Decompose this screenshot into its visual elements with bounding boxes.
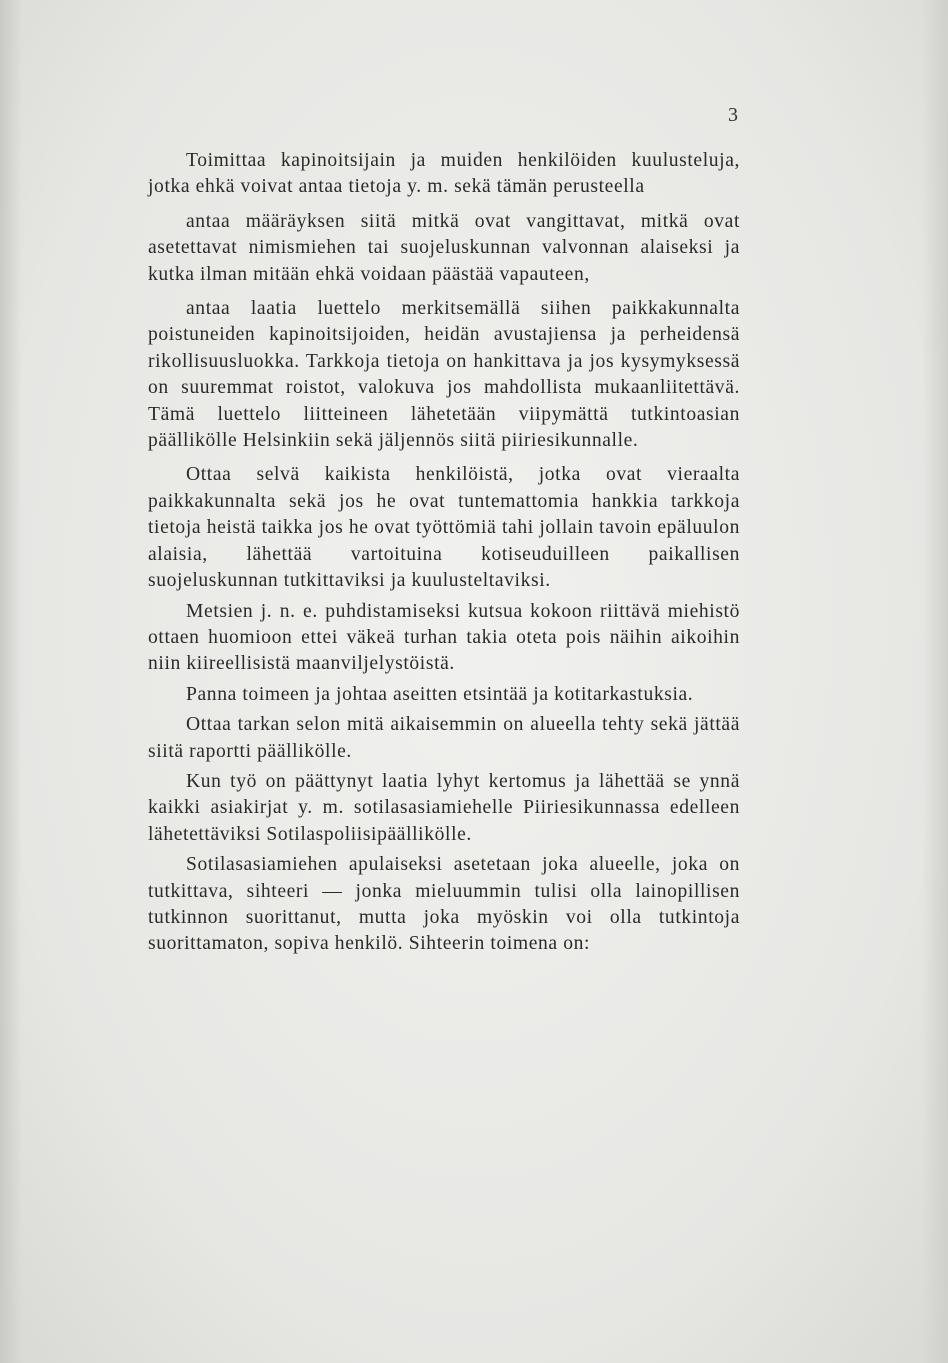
paragraph-1: Toimittaa kapinoitsijain ja muiden henkilöiden kuulusteluja, jotka ehkä voivat antaa tietoja y. m. sekä tämän perusteella — [148, 150, 740, 198]
paragraph-7: Ottaa tarkan selon mitä aikaisemmin on alueella tehty sekä jättää siitä raportti päällikölle. — [148, 714, 740, 762]
page-edge-shadow-left — [0, 0, 22, 1363]
paragraph-3: antaa laatia luettelo merkitsemällä siihen paikkakunnalta poistuneiden kapinoitsijoiden, heidän avustajiensa ja perheidensä rikollisuusluokka. Tarkkoja tietoja on hankittava ja jos kysymyksessä on suuremmat roistot, valokuva jos mahdollista mukaanliitettävä. Tämä luettelo liitteineen lähetetään viipymättä tutkintoasian päällikölle Helsinkiin sekä jäljennös siitä piiriesikunnalle. — [148, 298, 740, 452]
page-edge-shadow-right — [922, 0, 948, 1363]
paragraph-9: Sotilasasiamiehen apulaiseksi asetetaan joka alueelle, joka on tutkittava, sihteeri — jonka mieluummin tulisi olla lainopillisen tutkinnon suorittanut, mutta joka myöskin voi olla tutkintoja suorittamaton, sopiva henkilö. Sihteerin toimena on: — [148, 854, 740, 955]
paragraph-5: Metsien j. n. e. puhdistamiseksi kutsua kokoon riittävä miehistö ottaen huomioon ettei väkeä turhan takia oteta pois näihin aikoihin niin kiireellisistä maanviljelystöistä. — [148, 600, 740, 675]
paragraph-4: Ottaa selvä kaikista henkilöistä, jotka ovat vieraalta paikkakunnalta sekä jos he ovat tuntemattomia hankkia tarkkoja tietoja heistä taikka jos he ovat työttömiä tahi jollain tavoin epäluulon alaisia, lähettää vartoituina kotiseuduilleen paikallisen suojeluskunnan tutkittaviksi ja kuulusteltaviksi. — [148, 464, 740, 592]
paragraph-8: Kun työ on päättynyt laatia lyhyt kertomus ja lähettää se ynnä kaikki asiakirjat y. m. sotilasasiamiehelle Piiriesikunnassa edelleen lähetettäviksi Sotilaspoliisipäällikölle. — [148, 770, 740, 845]
page-number: 3 — [728, 104, 738, 126]
body-text — [148, 148, 740, 958]
paragraph-2: antaa määräyksen siitä mitkä ovat vangittavat, mitkä ovat asetettavat nimismiehen tai suojeluskunnan valvonnan alaiseksi ja kutka ilman mitään ehkä voidaan päästää vapauteen, — [148, 210, 740, 285]
paragraph-6: Panna toimeen ja johtaa aseitten etsintää ja kotitarkastuksia. — [186, 683, 694, 705]
